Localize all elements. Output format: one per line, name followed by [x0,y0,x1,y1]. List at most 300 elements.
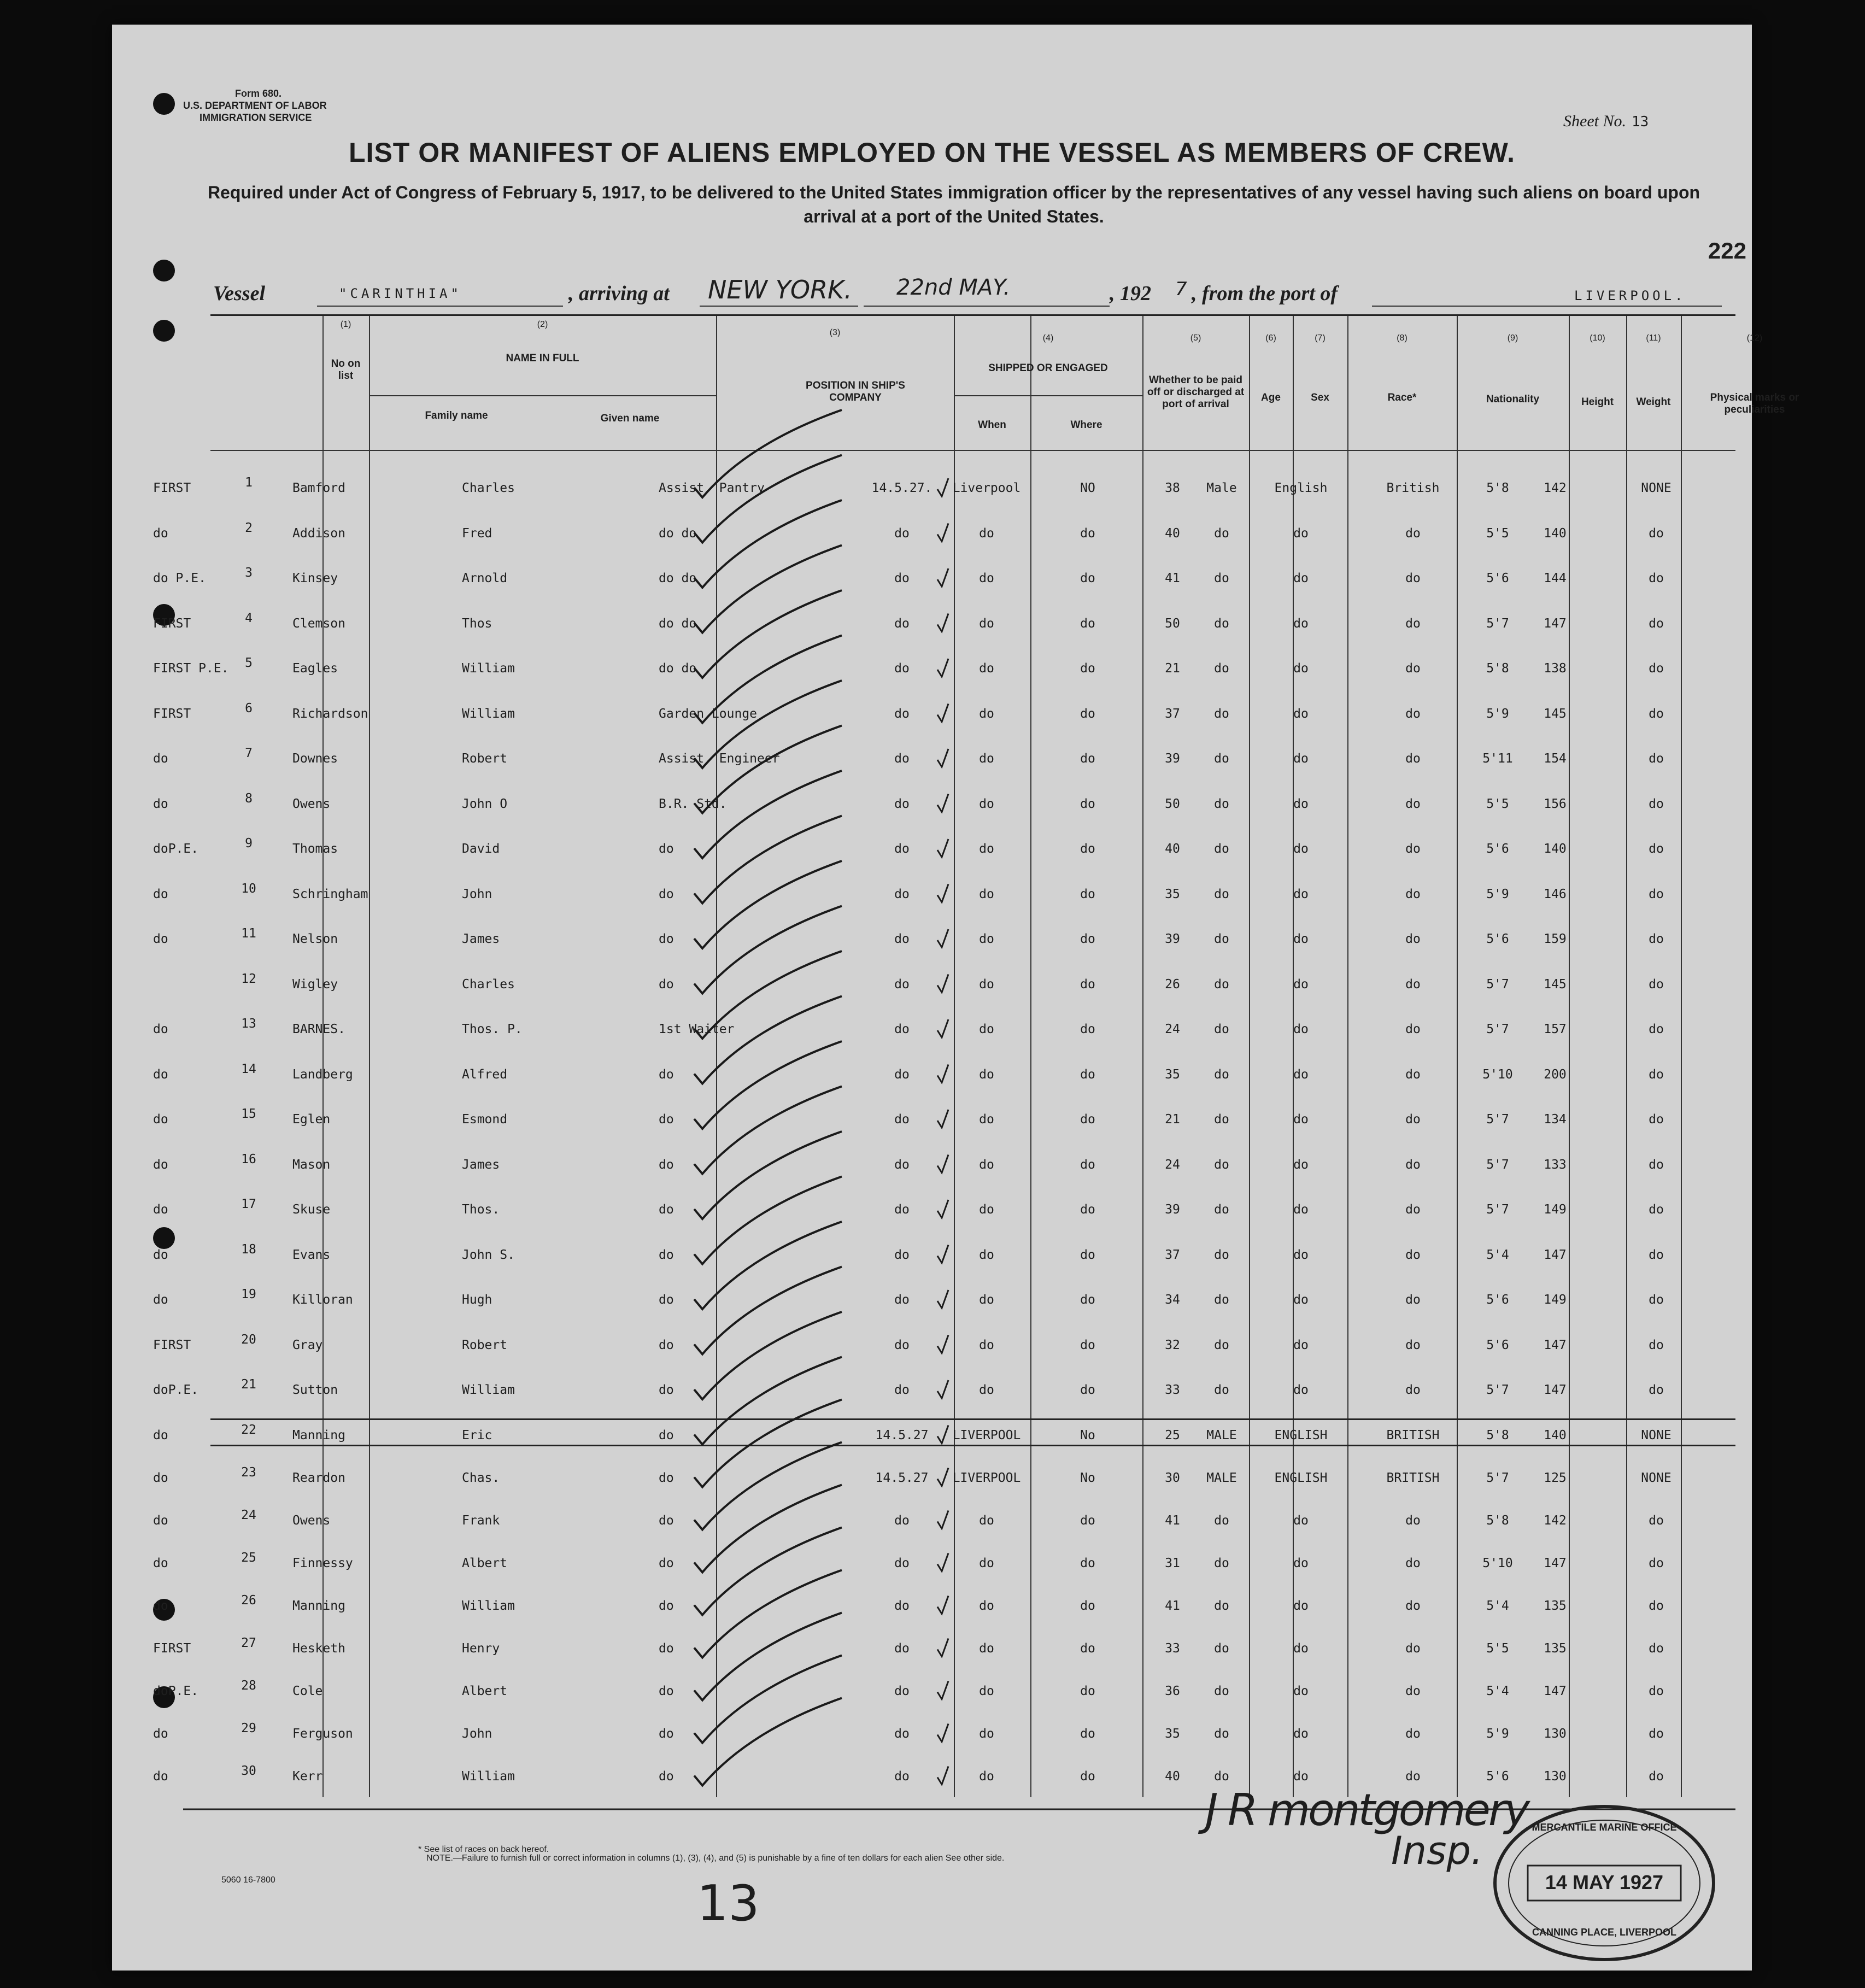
race: do [1293,1383,1309,1397]
row-number: 1 [245,476,253,490]
paid-off: do [1080,1247,1095,1262]
nationality: do [1405,1513,1421,1528]
sex: do [1214,1769,1229,1784]
when-check-mark [937,794,948,812]
when-check-mark [937,1065,948,1083]
shipped-where: do [979,796,994,811]
age: 30 [1165,1470,1180,1485]
position: do [659,932,674,946]
header-no-on-list: No on list [331,358,361,382]
position: do do [659,571,697,585]
age: 35 [1165,887,1180,901]
handwritten-sheet-number: 13 [697,1875,760,1932]
age: 37 [1165,706,1180,721]
height: 5'6 [1486,571,1509,585]
vessel-label: Vessel [213,282,265,305]
race: do [1293,571,1309,585]
page-subtitle: Required under Act of Congress of February 5, 1917, to be delivered to the United States immigration officer by the representatives of any vessel having such aliens on board upon arrival at a port of the United States. [207,183,1700,226]
row-number: 15 [241,1107,256,1121]
arrival-date: 22nd MAY. [896,275,1011,300]
shipped-where: do [979,616,994,631]
shipped-where: do [979,1598,994,1613]
race: do [1293,616,1309,631]
family-name: Eagles [292,661,338,676]
position: Assist. Pantry [659,481,765,495]
weight: 200 [1544,1067,1567,1082]
given-name: William [462,706,515,721]
weight: 146 [1544,887,1567,901]
row-left-note: do [153,1293,168,1307]
given-name: Henry [462,1641,500,1656]
physical-marks: NONE [1641,481,1672,495]
shipped-when: do [894,1022,910,1036]
given-name: John [462,1726,492,1741]
position-check-mark [694,1041,842,1129]
weight: 144 [1544,571,1567,585]
col-num: (3) [829,328,841,337]
shipped-when: do [894,526,910,541]
age: 39 [1165,932,1180,946]
sex: do [1214,1338,1229,1352]
sex: do [1214,796,1229,811]
header-when: When [978,419,1006,431]
given-name: Robert [462,1338,508,1352]
position: do [659,1428,674,1442]
physical-marks: do [1649,1247,1664,1262]
family-name: Ferguson [292,1726,353,1741]
physical-marks: do [1649,706,1664,721]
position-check-mark [694,546,842,633]
height: 5'7 [1486,1203,1509,1217]
row-number: 3 [245,566,253,580]
weight: 140 [1544,526,1567,541]
family-name: Manning [292,1428,345,1442]
shipped-where: do [979,1556,994,1570]
row-number: 20 [241,1332,256,1347]
nationality: British [1386,481,1440,495]
header-given-name: Given name [600,413,660,424]
row-number: 23 [241,1465,256,1480]
paid-off: do [1080,1067,1095,1082]
age: 40 [1165,842,1180,856]
paid-off: No [1080,1428,1095,1442]
position: do [659,1383,674,1397]
position: do [659,1293,674,1307]
age: 25 [1165,1428,1180,1442]
weight: 156 [1544,796,1567,811]
height: 5'7 [1486,1112,1509,1127]
row-number: 29 [241,1721,256,1735]
race: do [1293,1293,1309,1307]
position: B.R. Std. [659,796,727,811]
page-title: LIST OR MANIFEST OF ALIENS EMPLOYED ON THE VESSEL AS MEMBERS OF CREW. [349,137,1515,168]
height: 5'6 [1486,1293,1509,1307]
when-check-mark [937,704,948,722]
sex: Male [1206,481,1237,495]
physical-marks: do [1649,1338,1664,1352]
race: do [1293,1598,1309,1613]
race: do [1293,796,1309,811]
height: 5'4 [1486,1684,1509,1698]
sex: do [1214,1112,1229,1127]
sex: do [1214,1684,1229,1698]
weight: 147 [1544,1383,1567,1397]
age: 32 [1165,1338,1180,1352]
position-check-mark [694,1570,842,1658]
shipped-when: 14.5.27. [871,481,933,495]
header-race: Race* [1387,392,1417,403]
height: 5'6 [1486,1338,1509,1352]
position-check-mark [694,410,842,497]
paid-off: do [1080,977,1095,992]
when-check-mark [937,1681,948,1699]
nationality: do [1405,661,1421,676]
position: do [659,1203,674,1217]
when-check-mark [937,1767,948,1785]
sex: do [1214,1641,1229,1656]
given-name: Albert [462,1556,508,1570]
age: 35 [1165,1067,1180,1082]
position-check-mark [694,1222,842,1309]
sex: MALE [1206,1470,1237,1485]
form-number: Form 680. [235,88,282,99]
vessel-name: "CARINTHIA" [339,286,462,301]
nationality: do [1405,842,1421,856]
position-check-mark [694,1442,842,1530]
weight: 130 [1544,1769,1567,1784]
shipped-where: do [979,1641,994,1656]
nationality: do [1405,1293,1421,1307]
when-check-mark [937,1155,948,1173]
paid-off: do [1080,1684,1095,1698]
nationality: do [1405,616,1421,631]
nationality: do [1405,526,1421,541]
position: do [659,1556,674,1570]
height: 5'5 [1486,1641,1509,1656]
paid-off: do [1080,1293,1095,1307]
height: 5'8 [1486,481,1509,495]
age: 33 [1165,1383,1180,1397]
position: 1st Waiter [659,1022,735,1036]
paid-off: do [1080,1383,1095,1397]
nationality: do [1405,1022,1421,1036]
header-age: Age [1261,392,1281,403]
shipped-where: Liverpool [952,481,1021,495]
when-check-mark [937,1245,948,1263]
given-name: Thos. [462,1203,500,1217]
nationality: do [1405,1726,1421,1741]
row-left-note: doP.E. [153,842,199,856]
family-name: Addison [292,526,345,541]
tick-marks [112,25,1752,1971]
row-left-note: do [153,1203,168,1217]
shipped-where: do [979,1067,994,1082]
family-name: Wigley [292,977,338,992]
nationality: do [1405,706,1421,721]
row-left-note: do [153,1598,168,1613]
sex: do [1214,1383,1229,1397]
nationality: do [1405,1157,1421,1172]
age: 33 [1165,1641,1180,1656]
given-name: Alfred [462,1067,508,1082]
family-name: Manning [292,1598,345,1613]
paid-off: do [1080,1556,1095,1570]
position-check-mark [694,1177,842,1264]
header-where: Where [1070,419,1102,431]
weight: 149 [1544,1203,1567,1217]
physical-marks: do [1649,1641,1664,1656]
age: 24 [1165,1157,1180,1172]
race: do [1293,1112,1309,1127]
row-left-note: do [153,1157,168,1172]
shipped-where: do [979,887,994,901]
arriving-label: , arriving at [568,282,670,305]
when-check-mark [937,1639,948,1657]
paid-off: do [1080,932,1095,946]
weight: 138 [1544,661,1567,676]
row-left-note: do [153,1513,168,1528]
paid-off: do [1080,1112,1095,1127]
given-name: Esmond [462,1112,508,1127]
shipped-where: do [979,977,994,992]
family-name: Richardson [292,706,368,721]
height: 5'10 [1482,1067,1513,1082]
shipped-when: 14.5.27 [875,1470,929,1485]
family-name: Thomas [292,842,338,856]
physical-marks: do [1649,1383,1664,1397]
col-num: (8) [1397,333,1407,343]
given-name: Fred [462,526,492,541]
when-check-mark [937,884,948,902]
shipped-where: do [979,1203,994,1217]
given-name: Hugh [462,1293,492,1307]
row-number: 10 [241,881,256,896]
family-name: Kerr [292,1769,323,1784]
physical-marks: do [1649,1067,1664,1082]
physical-marks: do [1649,571,1664,585]
row-number: 2 [245,520,253,535]
weight: 147 [1544,1684,1567,1698]
family-name: Skuse [292,1203,331,1217]
race: do [1293,661,1309,676]
when-check-mark [937,568,948,587]
position: do [659,1470,674,1485]
when-check-mark [937,524,948,542]
sex: do [1214,977,1229,992]
family-name: Hesketh [292,1641,345,1656]
given-name: John O [462,796,508,811]
header-name-in-full: NAME IN FULL [506,353,579,364]
when-check-mark [937,1380,948,1398]
header-paid-off: Whether to be paid off or discharged at port of arrival [1147,374,1245,410]
given-name: Eric [462,1428,492,1442]
race: do [1293,706,1309,721]
header-weight: Weight [1636,396,1671,408]
family-name: Owens [292,796,331,811]
row-number: 26 [241,1593,256,1608]
height: 5'8 [1486,1513,1509,1528]
shipped-when: do [894,1684,910,1698]
paid-off: do [1080,526,1095,541]
position-check-mark [694,636,842,723]
sex: do [1214,571,1229,585]
sex: MALE [1206,1428,1237,1442]
age: 41 [1165,1513,1180,1528]
given-name: Charles [462,977,515,992]
sex: do [1214,842,1229,856]
shipped-where: do [979,571,994,585]
sex: do [1214,887,1229,901]
family-name: Gray [292,1338,323,1352]
position-check-mark [694,1087,842,1174]
position-check-mark [694,1357,842,1445]
races-footnote: * See list of races on back hereof. [418,1845,549,1854]
shipped-where: do [979,661,994,676]
when-check-mark [937,1511,948,1529]
from-port: LIVERPOOL. [1574,288,1686,303]
sex: do [1214,1726,1229,1741]
family-name: Sutton [292,1383,338,1397]
weight: 142 [1544,1513,1567,1528]
row-number: 13 [241,1017,256,1031]
row-left-note: do [153,1112,168,1127]
header-position: POSITION IN SHIP'S COMPANY [806,380,905,403]
row-number: 18 [241,1242,256,1257]
height: 5'9 [1486,706,1509,721]
height: 5'7 [1486,1022,1509,1036]
paid-off: do [1080,752,1095,766]
physical-marks: do [1649,1513,1664,1528]
row-left-note: do [153,1726,168,1741]
weight: 145 [1544,977,1567,992]
row-number: 4 [245,611,253,625]
nationality: BRITISH [1386,1428,1440,1442]
position: do do [659,661,697,676]
row-left-note: do [153,752,168,766]
nationality: do [1405,1383,1421,1397]
weight: 134 [1544,1112,1567,1127]
shipped-where: do [979,1293,994,1307]
family-name: Killoran [292,1293,353,1307]
physical-marks: do [1649,1022,1664,1036]
family-name: Owens [292,1513,331,1528]
nationality: do [1405,1769,1421,1784]
paid-off: do [1080,796,1095,811]
physical-marks: do [1649,887,1664,901]
race: ENGLISH [1274,1428,1328,1442]
shipped-when: do [894,1598,910,1613]
given-name: William [462,1383,515,1397]
weight: 133 [1544,1157,1567,1172]
height: 5'5 [1486,526,1509,541]
row-left-note: do [153,526,168,541]
position-check-mark [694,590,842,678]
physical-marks: do [1649,661,1664,676]
paid-off: do [1080,706,1095,721]
position: do [659,1513,674,1528]
physical-marks: do [1649,1726,1664,1741]
shipped-when: 14.5.27 [875,1428,929,1442]
inspector-signature: J R montgomery [1205,1785,1528,1835]
race: do [1293,1556,1309,1570]
nationality: do [1405,1556,1421,1570]
shipped-where: do [979,932,994,946]
header-marks: Physical marks or peculiarities [1710,392,1799,415]
position: do do [659,526,697,541]
row-left-note: do P.E. [153,571,206,585]
family-name: BARNES. [292,1022,345,1036]
given-name: David [462,842,500,856]
row-left-note: do [153,1769,168,1784]
nationality: do [1405,1203,1421,1217]
shipped-when: do [894,752,910,766]
paid-off: do [1080,661,1095,676]
race: do [1293,526,1309,541]
row-left-note: FIRST [153,706,191,721]
paid-off: do [1080,1338,1095,1352]
row-number: 25 [241,1550,256,1565]
row-number: 17 [241,1197,256,1211]
when-check-mark [937,1019,948,1037]
paid-off: do [1080,842,1095,856]
manifest-sheet [112,25,1799,1971]
given-name: James [462,932,500,946]
header-family-name: Family name [425,410,488,421]
weight: 125 [1544,1470,1567,1485]
row-left-note: FIRST [153,616,191,631]
physical-marks: do [1649,1157,1664,1172]
age: 50 [1165,616,1180,631]
physical-marks: do [1649,977,1664,992]
nationality: do [1405,1641,1421,1656]
height: 5'8 [1486,1428,1509,1442]
shipped-where: do [979,1726,994,1741]
height: 5'9 [1486,887,1509,901]
race: do [1293,932,1309,946]
height: 5'4 [1486,1247,1509,1262]
weight: 147 [1544,1556,1567,1570]
corner-number: 222 [1708,238,1746,263]
position: do [659,977,674,992]
col-num: (9) [1507,333,1518,343]
position-check-mark [694,1312,842,1399]
when-check-mark [937,614,948,632]
shipped-where: do [979,526,994,541]
age: 31 [1165,1556,1180,1570]
race: do [1293,1247,1309,1262]
row-number: 21 [241,1377,256,1392]
service-name: IMMIGRATION SERVICE [200,112,312,123]
shipped-when: do [894,1203,910,1217]
row-left-note: do [153,1067,168,1082]
weight: 147 [1544,1338,1567,1352]
paid-off: do [1080,1641,1095,1656]
age: 21 [1165,1112,1180,1127]
position: do [659,1157,674,1172]
race: do [1293,1726,1309,1741]
weight: 159 [1544,932,1567,946]
height: 5'6 [1486,842,1509,856]
shipped-when: do [894,887,910,901]
physical-marks: NONE [1641,1470,1672,1485]
col-num: (2) [537,320,548,329]
when-check-mark [937,1290,948,1308]
row-number: 11 [241,926,256,941]
row-number: 7 [245,746,253,760]
shipped-where: do [979,1513,994,1528]
col-num: (10) [1590,333,1605,343]
given-name: Arnold [462,571,508,585]
